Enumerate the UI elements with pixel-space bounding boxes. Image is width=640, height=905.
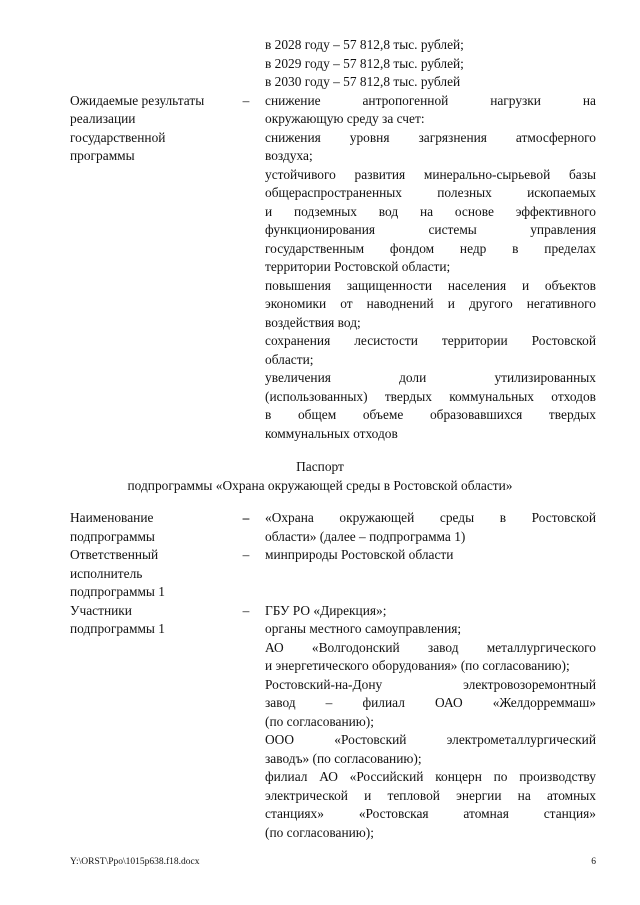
participants-line: электрической и тепловой энергии на атомных [265, 787, 596, 803]
name-row-label: Наименование [70, 510, 154, 525]
passport-title: Паспорт [296, 459, 344, 474]
expected-results-line: окружающую среду за счет: [265, 111, 425, 126]
participants-line: филиал АО «Российский концерн по производству [265, 769, 596, 784]
expected-results-dash: – [242, 92, 250, 108]
funding-line-2028: в 2028 году – 57 812,8 тыс. рублей; [265, 37, 464, 52]
participants-line: (по согласованию); [265, 824, 374, 840]
participants-line: АО «Волгодонский завод металлургического [265, 639, 596, 655]
name-row-dash: – [242, 510, 250, 525]
participants-row-label: подпрограммы 1 [70, 621, 165, 636]
participants-line: органы местного самоуправления; [265, 621, 462, 636]
participants-line: завод – филиал ОАО «Желдорреммаш» [265, 695, 596, 710]
expected-results-line: сохранения лесистости территории Ростовской [265, 333, 596, 348]
participants-row-dash: – [242, 602, 250, 618]
participants-line: ГБУ РО «Дирекция»; [265, 602, 387, 618]
participants-row-label: Участники [70, 602, 132, 618]
expected-results-line: (использованных) твердых коммунальных отходов [265, 388, 596, 404]
name-row-line: области» (далее – подпрограмма 1) [265, 528, 466, 544]
expected-results-line: воздуха; [265, 148, 313, 163]
participants-line: Ростовский-на-Дону электровозоремонтный [265, 676, 596, 692]
expected-results-line: экономики от наводнений и другого негативного [265, 296, 596, 311]
executor-row-dash: – [242, 547, 250, 562]
expected-results-line: воздействия вод; [265, 314, 361, 330]
expected-results-line: государственным фондом недр в пределах [265, 240, 596, 256]
expected-results-line: функционирования системы управления [265, 222, 596, 237]
executor-row-label: Ответственный [70, 547, 159, 562]
participants-line: и энергетического оборудования» (по согласованию); [265, 658, 570, 673]
executor-row-label: подпрограммы 1 [70, 584, 165, 599]
expected-results-line: устойчивого развития минерально-сырьевой базы [265, 166, 596, 182]
funding-line-2030: в 2030 году – 57 812,8 тыс. рублей [265, 74, 461, 89]
expected-results-label: государственной [70, 129, 166, 145]
participants-line: заводъ» (по согласованию); [265, 750, 422, 766]
participants-line: станциях» «Ростовская атомная станция» [265, 806, 596, 821]
expected-results-line: и подземных вод на основе эффективного [265, 203, 596, 219]
expected-results-label: Ожидаемые результаты [70, 92, 205, 108]
expected-results-line: в общем объеме образовавшихся твердых [265, 407, 596, 422]
funding-line-2029: в 2029 году – 57 812,8 тыс. рублей; [265, 55, 464, 71]
participants-line: (по согласованию); [265, 713, 374, 729]
expected-results-line: территории Ростовской области; [265, 259, 451, 274]
expected-results-line: снижения уровня загрязнения атмосферного [265, 129, 596, 145]
executor-row-label: исполнитель [70, 565, 143, 581]
name-row-label: подпрограммы [70, 528, 155, 544]
expected-results-line: увеличения доли утилизированных [265, 370, 596, 385]
expected-results-line: повышения защищенности населения и объектов [265, 277, 596, 293]
page-number: 6 [591, 857, 596, 867]
expected-results-line: области; [265, 351, 314, 367]
footer-file-path: Y:\ORST\Ppo\1015p638.f18.docx [70, 857, 200, 867]
executor-row-line: минприроды Ростовской области [265, 547, 454, 562]
expected-results-label: реализации [70, 111, 136, 126]
expected-results-label: программы [70, 148, 135, 163]
passport-subtitle: подпрограммы «Охрана окружающей среды в Ростовской области» [127, 477, 513, 493]
expected-results-line: коммунальных отходов [265, 425, 398, 441]
participants-line: ООО «Ростовский электрометаллургический [265, 732, 596, 747]
expected-results-line: снижение антропогенной нагрузки на [265, 92, 596, 108]
name-row-line: «Охрана окружающей среды в Ростовской [265, 510, 596, 525]
expected-results-line: общераспространенных полезных ископаемых [265, 185, 596, 200]
